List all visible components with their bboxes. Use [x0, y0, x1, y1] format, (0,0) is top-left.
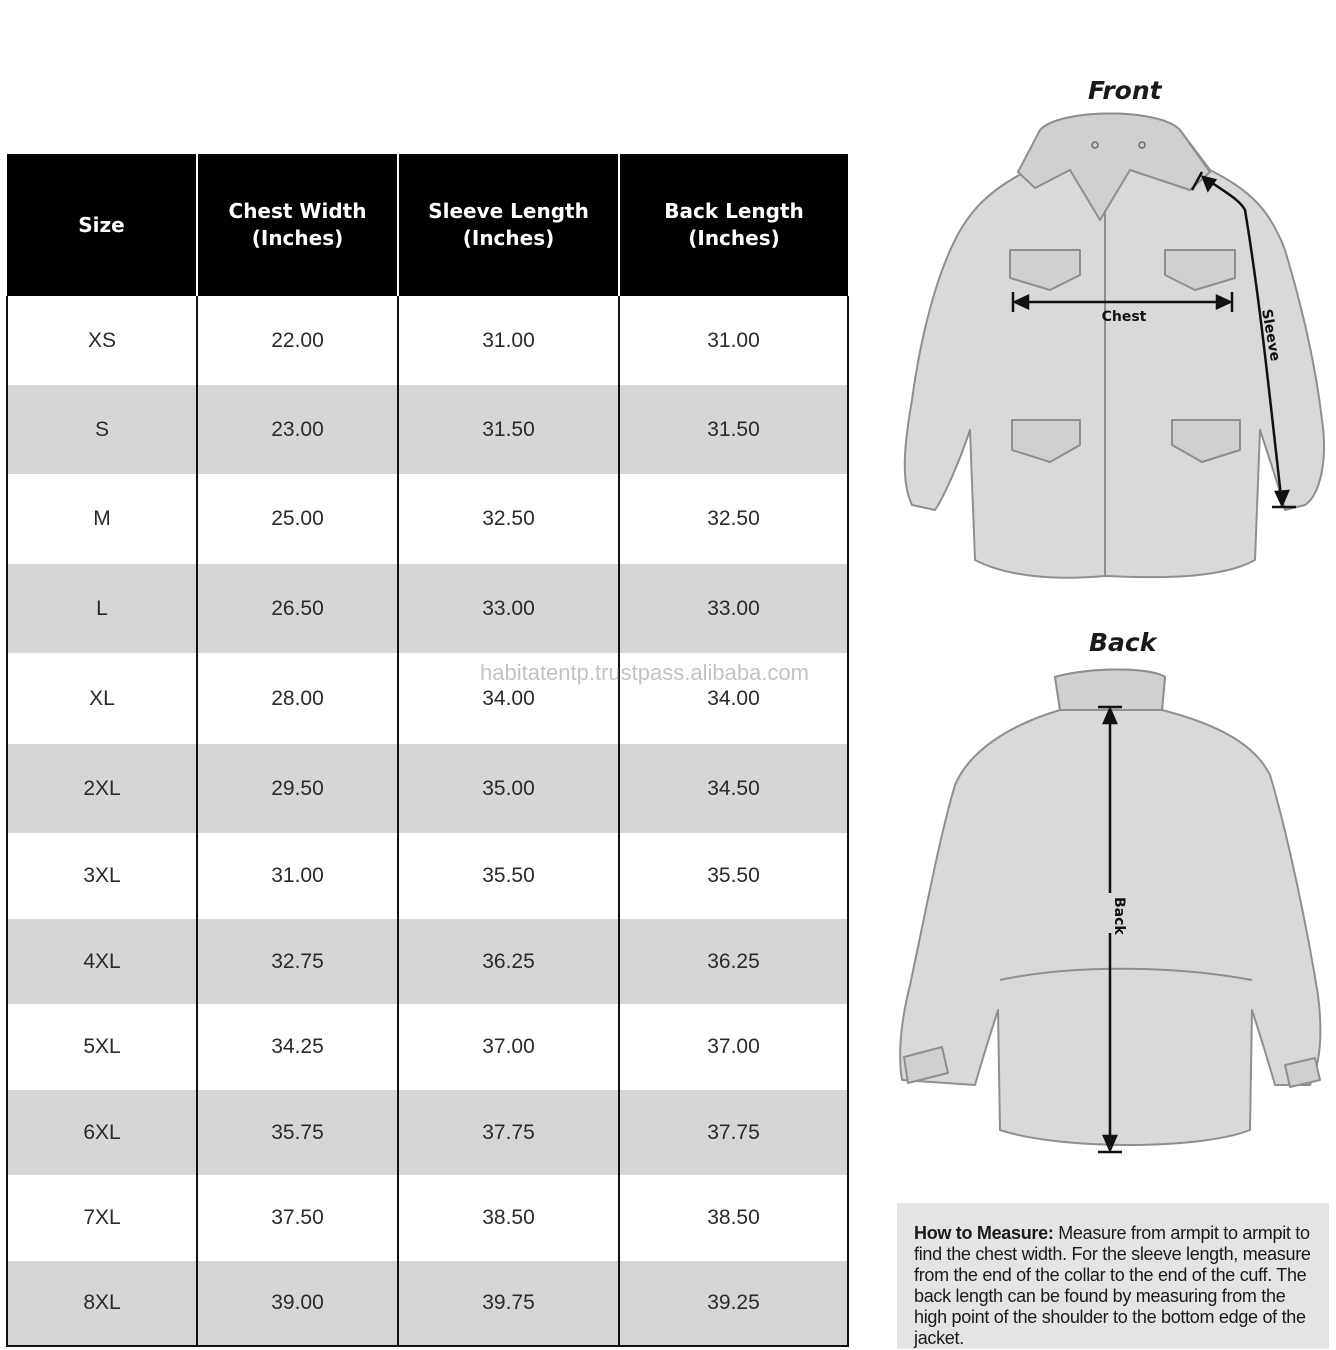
cell-size: S	[7, 385, 197, 474]
cell-sleeve: 37.00	[398, 1004, 619, 1090]
front-view-label: Front	[1088, 76, 1162, 105]
table-row	[7, 919, 848, 1004]
table-row	[7, 296, 848, 385]
cell-chest: 31.00	[197, 833, 398, 919]
cell-chest: 29.50	[197, 744, 398, 833]
cell-back: 34.00	[619, 653, 848, 744]
cell-size: M	[7, 474, 197, 564]
how-to-measure-box	[897, 1203, 1329, 1349]
cell-chest: 23.00	[197, 385, 398, 474]
header-chest-width: Chest Width (Inches)	[197, 154, 398, 296]
cell-sleeve: 38.50	[398, 1175, 619, 1261]
cell-chest: 32.75	[197, 919, 398, 1004]
cell-size: 6XL	[7, 1090, 197, 1175]
cell-size: 4XL	[7, 919, 197, 1004]
table-row	[7, 474, 848, 564]
how-to-measure-heading: How to Measure:	[914, 1223, 1054, 1243]
cell-chest: 35.75	[197, 1090, 398, 1175]
table-row	[7, 1090, 848, 1175]
cell-size: 8XL	[7, 1261, 197, 1346]
cell-back: 31.50	[619, 385, 848, 474]
cell-sleeve: 35.50	[398, 833, 619, 919]
cell-back: 33.00	[619, 564, 848, 653]
cell-size: XS	[7, 296, 197, 385]
cell-back: 34.50	[619, 744, 848, 833]
cell-chest: 26.50	[197, 564, 398, 653]
front-jacket-diagram	[890, 100, 1330, 590]
cell-sleeve: 39.75	[398, 1261, 619, 1346]
cell-sleeve: 32.50	[398, 474, 619, 564]
cell-size: 5XL	[7, 1004, 197, 1090]
cell-size: XL	[7, 653, 197, 744]
cell-back: 38.50	[619, 1175, 848, 1261]
table-row	[7, 1175, 848, 1261]
table-row	[7, 1261, 848, 1346]
cell-sleeve: 34.00	[398, 653, 619, 744]
cell-sleeve: 36.25	[398, 919, 619, 1004]
how-to-measure-text: Measure from armpit to armpit to find the chest width. For the sleeve length, measure from the end of the collar to the end of the cuff. The back length can be found by measuring from the high point of the shoulder to the bottom edge of the jacket.	[914, 1223, 1311, 1348]
table-row	[7, 1004, 848, 1090]
cell-size: 3XL	[7, 833, 197, 919]
cell-sleeve: 31.00	[398, 296, 619, 385]
sleeve-label: Sleeve	[1258, 307, 1283, 363]
table-header-row	[7, 154, 848, 296]
table-row	[7, 833, 848, 919]
cell-sleeve: 35.00	[398, 744, 619, 833]
cell-chest: 34.25	[197, 1004, 398, 1090]
cell-sleeve: 37.75	[398, 1090, 619, 1175]
cell-chest: 22.00	[197, 296, 398, 385]
table-row	[7, 744, 848, 833]
back-jacket-diagram	[890, 665, 1330, 1165]
chest-label: Chest	[1101, 309, 1147, 325]
cell-back: 31.00	[619, 296, 848, 385]
table-row	[7, 564, 848, 653]
header-back-length: Back Length (Inches)	[619, 154, 848, 296]
cell-chest: 25.00	[197, 474, 398, 564]
cell-back: 36.25	[619, 919, 848, 1004]
cell-back: 37.00	[619, 1004, 848, 1090]
cell-size: 2XL	[7, 744, 197, 833]
cell-back: 32.50	[619, 474, 848, 564]
back-collar	[1055, 670, 1165, 711]
header-size: Size	[7, 154, 197, 296]
cell-back: 37.75	[619, 1090, 848, 1175]
cell-sleeve: 31.50	[398, 385, 619, 474]
back-view-label: Back	[1089, 628, 1157, 657]
size-chart-table	[6, 154, 849, 1347]
cell-sleeve: 33.00	[398, 564, 619, 653]
cell-size: 7XL	[7, 1175, 197, 1261]
back-measure-label: Back	[1111, 897, 1127, 935]
table-row	[7, 385, 848, 474]
header-sleeve-length: Sleeve Length (Inches)	[398, 154, 619, 296]
cell-chest: 37.50	[197, 1175, 398, 1261]
cell-chest: 28.00	[197, 653, 398, 744]
cell-back: 39.25	[619, 1261, 848, 1346]
cell-size: L	[7, 564, 197, 653]
cell-back: 35.50	[619, 833, 848, 919]
cell-chest: 39.00	[197, 1261, 398, 1346]
watermark: habitatentp.trustpass.alibaba.com	[480, 660, 809, 685]
